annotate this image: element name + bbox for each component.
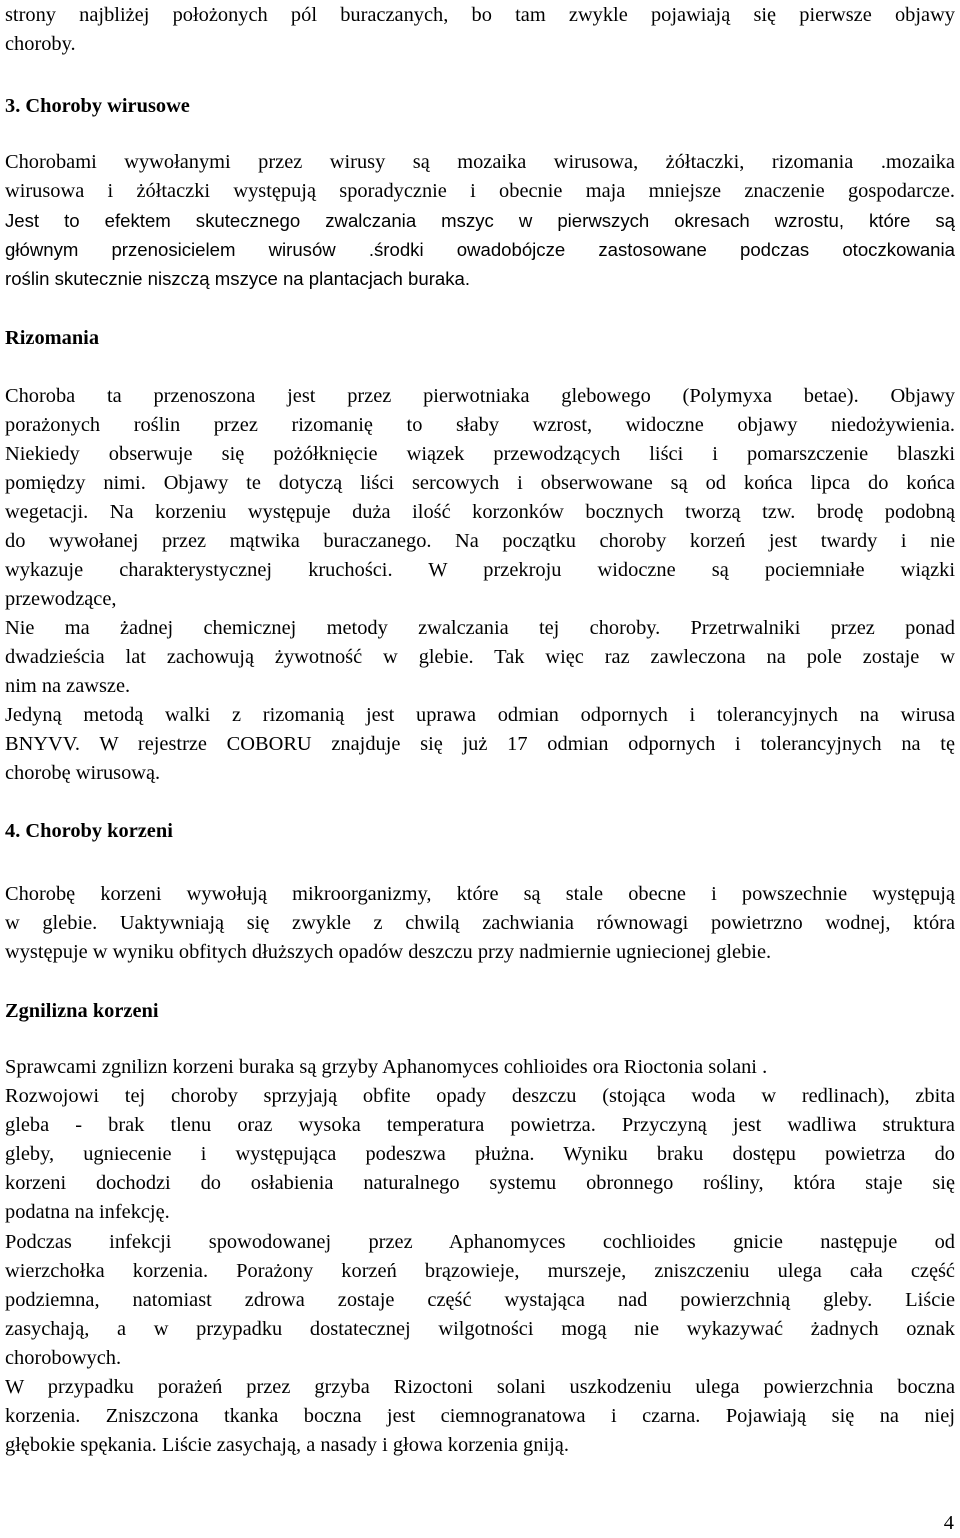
section-heading-root-rot: Zgnilizna korzeni: [5, 1000, 159, 1022]
text-line: dwadzieścia lat zachowują żywotność w glebie. Tak więc raz zawleczona na pole zostaje w: [5, 646, 955, 668]
text-line: BNYVV. W rejestrze COBORU znajduje się już 17 odmian odpornych i tolerancyjnych na tę: [5, 733, 955, 755]
text-line: Podczas infekcji spowodowanej przez Aphanomyces cochlioides gnicie następuje od: [5, 1231, 955, 1253]
page-number: 4: [943, 1512, 954, 1534]
section-heading-root-diseases: 4. Choroby korzeni: [5, 820, 173, 842]
text-line: gleby, ugniecenie i występująca podeszwa płużna. Wyniku braku dostępu powietrza do: [5, 1143, 955, 1165]
text-line: zasychają, a w przypadku dostatecznej wilgotności mogą nie wykazywać żadnych oznak: [5, 1318, 955, 1340]
text-line: głębokie spękania. Liście zasychają, a nasady i głowa korzenia gniją.: [5, 1434, 569, 1456]
text-line: choroby.: [5, 33, 76, 55]
text-line: porażonych roślin przez rizomanię to słaby wzrost, widoczne objawy niedożywienia.: [5, 414, 955, 436]
text-line: podziemna, natomiast zdrowa zostaje część wystająca nad powierzchnią gleby. Liście: [5, 1289, 955, 1311]
text-line: gleba - brak tlenu oraz wysoka temperatura powietrza. Przyczyną jest wadliwa struktura: [5, 1114, 955, 1136]
text-line: korzenia. Zniszczona tkanka boczna jest ciemnogranatowa i czarna. Pojawiają się na niej: [5, 1405, 955, 1427]
text-line: korzeni dochodzi do osłabienia naturalnego systemu obronnego rośliny, która staje się: [5, 1172, 955, 1194]
section-heading-rizomania: Rizomania: [5, 327, 100, 349]
text-line: roślin skutecznie niszczą mszyce na plantacjach buraka.: [5, 268, 471, 289]
text-line: nim na zawsze.: [5, 675, 131, 697]
text-line: głównym przenosicielem wirusów .środki owadobójcze zastosowane podczas otoczkowania: [5, 239, 955, 260]
text-line: występuje w wyniku obfitych dłuższych opadów deszczu przy nadmiernie ugniecionej glebie.: [5, 941, 772, 963]
text-line: chorobę wirusową.: [5, 762, 161, 784]
text-line: W przypadku porażeń przez grzyba Rizoctoni solani uszkodzeniu ulega powierzchnia boczna: [5, 1376, 955, 1398]
text-line: Rozwojowi tej choroby sprzyjają obfite opady deszczu (stojąca woda w redlinach), zbita: [5, 1085, 955, 1107]
text-line: wierzchołka korzenia. Porażony korzeń brązowieje, murszeje, zniszczeniu ulega cała część: [5, 1260, 955, 1282]
text-line: przewodzące,: [5, 588, 117, 610]
text-line: strony najbliżej położonych pól buraczanych, bo tam zwykle pojawiają się pierwsze objawy: [5, 4, 955, 26]
text-line: pomiędzy nimi. Objawy te dotyczą liści sercowych i obserwowane są od końca lipca do końca: [5, 472, 955, 494]
text-line: Jedyną metodą walki z rizomanią jest uprawa odmian odpornych i tolerancyjnych na wirusa: [5, 704, 955, 726]
text-line: Chorobę korzeni wywołują mikroorganizmy, które są stale obecne i powszechnie występują: [5, 883, 955, 905]
text-line: Choroba ta przenoszona jest przez pierwotniaka glebowego (Polymyxa betae). Objawy: [5, 385, 955, 407]
text-line: Jest to efektem skutecznego zwalczania mszyc w pierwszych okresach wzrostu, które są: [5, 210, 955, 231]
text-line: podatna na infekcję.: [5, 1201, 170, 1223]
text-line: Nie ma żadnej chemicznej metody zwalczania tej choroby. Przetrwalniki przez ponad: [5, 617, 955, 639]
section-heading-viral-diseases: 3. Choroby wirusowe: [5, 95, 190, 117]
text-line: chorobowych.: [5, 1347, 122, 1369]
text-line: Chorobami wywołanymi przez wirusy są mozaika wirusowa, żółtaczki, rizomania .mozaika: [5, 151, 955, 173]
text-line: Sprawcami zgnilizn korzeni buraka są grzyby Aphanomyces cohlioides ora Rioctonia solani .: [5, 1056, 768, 1078]
text-line: w glebie. Uaktywniają się zwykle z chwilą zachwiania równowagi powietrzno wodnej, która: [5, 912, 955, 934]
text-line: do wywołanej przez mątwika buraczanego. Na początku choroby korzeń jest twardy i nie: [5, 530, 955, 552]
text-line: Niekiedy obserwuje się pożółknięcie wiązek przewodzących liści i pomarszczenie blaszki: [5, 443, 955, 465]
text-line: wykazuje charakterystycznej kruchości. W przekroju widoczne są pociemniałe wiązki: [5, 559, 955, 581]
text-line: wirusowa i żółtaczki występują sporadycznie i obecnie maja mniejsze znaczenie gospodarcze.: [5, 180, 955, 202]
text-line: wegetacji. Na korzeniu występuje duża ilość korzonków bocznych tworzą tzw. brodę podobną: [5, 501, 955, 523]
